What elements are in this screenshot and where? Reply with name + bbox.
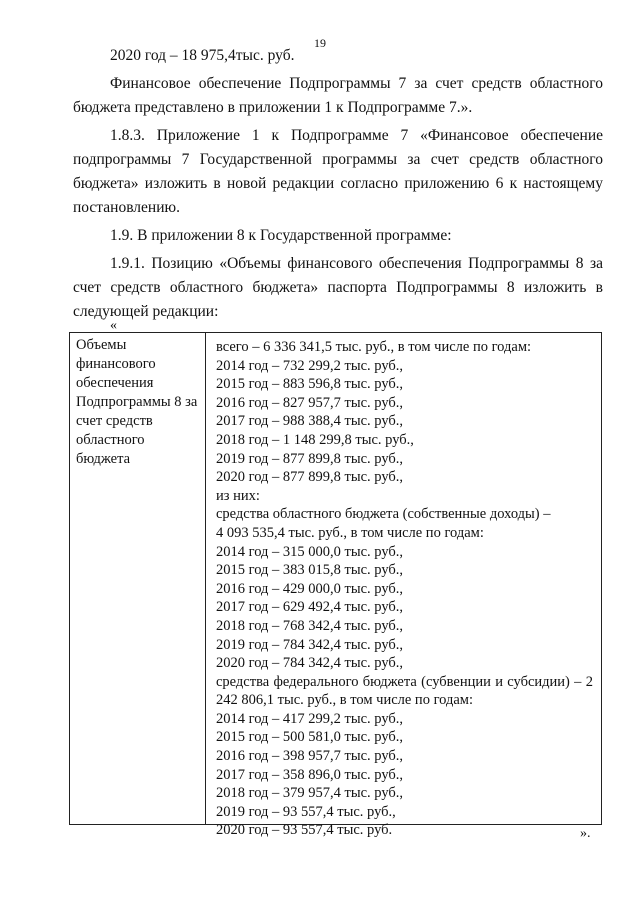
table-value-line: из них: — [216, 487, 260, 504]
table-row-label: Объемы финансового обеспечения Подпрограммы 8 за счет средств областного бюджета — [76, 337, 198, 467]
table-value-line: 2020 год – 784 342,4 тыс. руб., — [216, 655, 404, 672]
table-value-line: 2015 год – 383 015,8 тыс. руб., — [216, 562, 404, 579]
table-value-line: 2014 год – 732 299,2 тыс. руб., — [216, 357, 404, 374]
table-value-line: 2015 год – 500 581,0 тыс. руб., — [216, 729, 404, 746]
table-value-line: 2019 год – 784 342,4 тыс. руб., — [216, 636, 404, 653]
table-value-line: всего – 6 336 341,5 тыс. руб., в том числе по годам: — [216, 339, 532, 355]
table-value-line: 2017 год – 629 492,4 тыс. руб., — [216, 599, 404, 616]
table-value-line: 2016 год – 429 000,0 тыс. руб., — [216, 580, 404, 597]
paragraph: 1.9. В приложении 8 к Государственной программе: — [110, 227, 452, 244]
closing-quote-mark: ». — [580, 826, 591, 841]
table-left-cell — [70, 333, 206, 824]
document-body — [0, 44, 640, 324]
table-value-line: 2016 год – 827 957,7 тыс. руб., — [216, 394, 404, 411]
table-value-line: 2019 год – 93 557,4 тыс. руб., — [216, 803, 396, 820]
table-value-line: 2016 год – 398 957,7 тыс. руб., — [216, 748, 404, 765]
table-value-line: 2015 год – 883 596,8 тыс. руб., — [216, 376, 404, 393]
table-value-line: 2020 год – 93 557,4 тыс. руб. — [216, 822, 393, 839]
paragraph: 1.9.1. Позицию «Объемы финансового обеспечения Подпрограммы 8 за счет средств областного бюджета» паспорта Подпрограммы 8 изложить в следующей редакции: — [73, 255, 603, 320]
table-value-line: 2014 год – 315 000,0 тыс. руб., — [216, 543, 404, 560]
paragraph: 2020 год – 18 975,4тыс. руб. — [110, 47, 295, 64]
table-value-line: 2018 год – 379 957,4 тыс. руб., — [216, 785, 404, 802]
paragraph: 1.8.3. Приложение 1 к Подпрограмме 7 «Финансовое обеспечение подпрограммы 7 Государственной программы за счет средств областного бюджета» изложить в новой редакции согласно приложению 6 к настоящему постановлению. — [73, 127, 603, 216]
table-value-line: 2017 год – 358 896,0 тыс. руб., — [216, 766, 404, 783]
funding-table — [69, 332, 602, 839]
table-value-line: 2017 год – 988 388,4 тыс. руб., — [216, 413, 404, 430]
table-value-line: 2020 год – 877 899,8 тыс. руб., — [216, 469, 404, 486]
table-value-line: средства областного бюджета (собственные доходы) – — [216, 506, 551, 523]
page-number: 19 — [314, 36, 326, 50]
table-right-cell — [206, 333, 601, 839]
table-value-line: средства федерального бюджета (субвенции и субсидии) – 2 242 806,1 тыс. руб., в том числе по годам: — [216, 673, 593, 709]
paragraph: Финансовое обеспечение Подпрограммы 7 за счет средств областного бюджета представлено в приложении 1 к Подпрограмме 7.». — [73, 75, 603, 116]
table-value-line: 2019 год – 877 899,8 тыс. руб., — [216, 450, 404, 467]
table-value-line: 2014 год – 417 299,2 тыс. руб., — [216, 710, 404, 727]
table-value-line: 4 093 535,4 тыс. руб., в том числе по годам: — [216, 524, 484, 541]
table-value-line: 2018 год – 768 342,4 тыс. руб., — [216, 617, 404, 634]
table-value-line: 2018 год – 1 148 299,8 тыс. руб., — [216, 431, 414, 448]
opening-quote-mark: « — [110, 318, 117, 333]
